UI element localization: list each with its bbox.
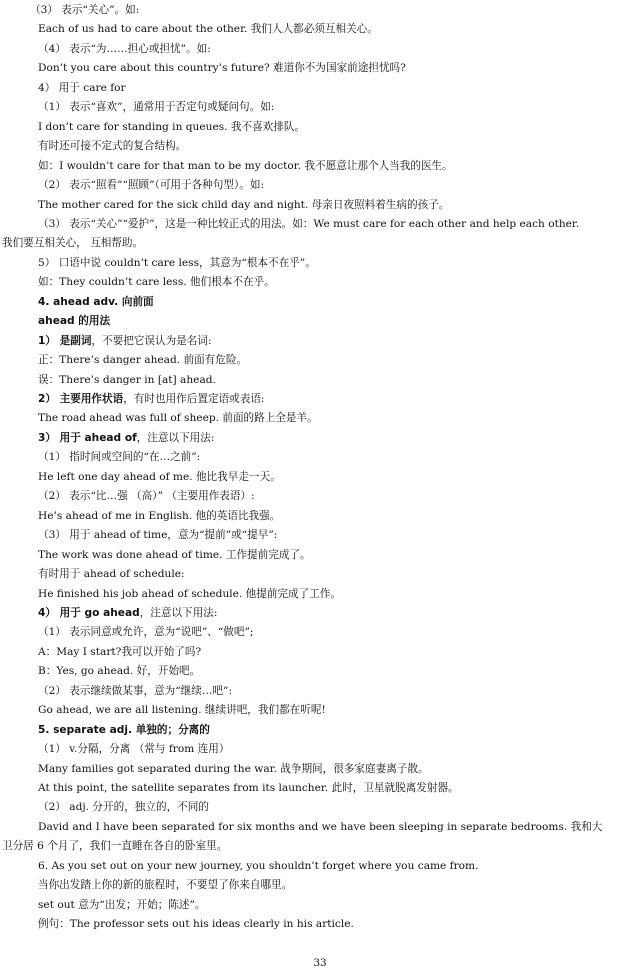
text-line: ahead 的用法 — [38, 315, 111, 328]
text-line — [38, 430, 634, 447]
text-line: A：May I start?我可以开始了吗? — [38, 645, 202, 658]
text-line: （1） v.分隔，分离 （常与 from 连用） — [38, 743, 230, 756]
text-line — [38, 605, 634, 622]
text-line: 5） 口语中说 couldn’t care less，其意为“根本不在乎”。 — [38, 256, 316, 269]
bold-heading: 2） 主要用作状语 — [38, 393, 124, 405]
page-number: 33 — [313, 957, 327, 969]
text-line: （3） 用于 ahead of time，意为“提前”或“提早”: — [38, 529, 278, 542]
text-line: 有时还可接不定式的复合结构。 — [38, 140, 187, 153]
text-line: （3） 表示“关心”。如: — [30, 4, 140, 16]
text-line: （2） 表示“照看”“照顾”（可用于各种句型）。如: — [38, 179, 265, 192]
text-line: The work was done ahead of time. 工作提前完成了。 — [38, 548, 311, 561]
text-line: （4） 表示“为……担心或担忧”。如: — [38, 42, 211, 55]
text-line-continuation: 卫分居 6 个月了，我们一直睡在各自的卧室里。 — [2, 840, 228, 853]
text-line: （1） 指时间或空间的“在…之前”: — [38, 451, 201, 464]
text-line: At this point, the satellite separates from its launcher. 此时，卫星就脱离发射器。 — [38, 782, 459, 794]
text-line-continuation: 我们要互相关心， 互相帮助。 — [2, 237, 144, 250]
text-line: 如：I wouldn’t care for that man to be my doctor. 我不愿意让那个人当我的医生。 — [38, 159, 453, 172]
text-line — [38, 391, 634, 408]
bold-heading: 4） 用于 go ahead — [38, 606, 140, 619]
text-line: The road ahead was full of sheep. 前面的路上全是羊。 — [38, 412, 318, 425]
text-line: Many families got separated during the war. 战争期间，很多家庭妻离子散。 — [38, 762, 429, 775]
bold-heading: 3） 用于 ahead of — [38, 431, 137, 444]
line-rest: ，有时也用作后置定语或表语: — [123, 393, 265, 405]
text-line: （3） 表示“关心”“爱护”，这是一种比较正式的用法。如：We must care for each other and help each other. — [38, 217, 580, 230]
text-line: He finished his job ahead of schedule. 他提前完成了工作。 — [38, 587, 341, 600]
line-rest: ，不要把它误认为是名词: — [91, 334, 212, 347]
text-line: David and I have been separated for six months and we have been sleeping in separate bedrooms. 我和大 — [38, 820, 603, 833]
text-line: set out 意为“出发；开始；陈述”。 — [38, 898, 206, 911]
text-line: He left one day ahead of me. 他比我早走一天。 — [38, 470, 281, 483]
text-line: 4. ahead adv. 向前面 — [38, 295, 154, 308]
line-rest: ，注意以下用法: — [139, 606, 218, 619]
text-line: 如：They couldn’t care less. 他们根本不在乎。 — [38, 276, 275, 289]
text-line: 4） 用于 care for — [38, 81, 126, 94]
text-line: Each of us had to care about the other. 我们人人都必须互相关心。 — [38, 23, 378, 36]
text-line: I don’t care for standing in queues. 我不喜欢排队。 — [38, 120, 306, 133]
text-line: （2） adj. 分开的，独立的，不同的 — [38, 801, 209, 814]
text-line: （2） 表示继续做某事，意为“继续…吧”: — [38, 684, 233, 697]
line-rest: ，注意以下用法: — [136, 431, 215, 444]
text-line: Go ahead, we are all listening. 继续讲吧，我们都在听呢! — [38, 704, 326, 717]
text-line: 6. As you set out on your new journey, you shouldn’t forget where you came from. — [38, 859, 479, 872]
text-line: 例句：The professor sets out his ideas clearly in his article. — [38, 918, 354, 931]
text-line: 有时用于 ahead of schedule: — [38, 568, 185, 581]
text-line — [38, 333, 634, 350]
text-line: 当你出发踏上你的新的旅程时，不要望了你来自哪里。 — [38, 879, 293, 892]
text-line: Don’t you care about this country’s future? 难道你不为国家前途担忧吗? — [38, 62, 406, 75]
text-line: （1） 表示“喜欢”，通常用于否定句或疑问句。如: — [38, 101, 275, 114]
text-line: B：Yes, go ahead. 好，开始吧。 — [38, 665, 201, 678]
text-line: 5. separate adj. 单独的；分离的 — [38, 723, 210, 736]
text-line: （2） 表示“比…强 （高）” （主要用作表语）: — [38, 490, 255, 503]
bold-heading: 1） 是副词 — [38, 334, 92, 347]
text-line: 正：There’s danger ahead. 前面有危险。 — [38, 354, 248, 367]
text-line: He’s ahead of me in English. 他的英语比我强。 — [38, 509, 281, 522]
text-line: 误：There’s danger in [at] ahead. — [38, 373, 216, 386]
text-line: （1） 表示同意或允许，意为“说吧”、“做吧”; — [38, 626, 254, 639]
text-line: The mother cared for the sick child day and night. 母亲日夜照料着生病的孩子。 — [38, 198, 450, 211]
